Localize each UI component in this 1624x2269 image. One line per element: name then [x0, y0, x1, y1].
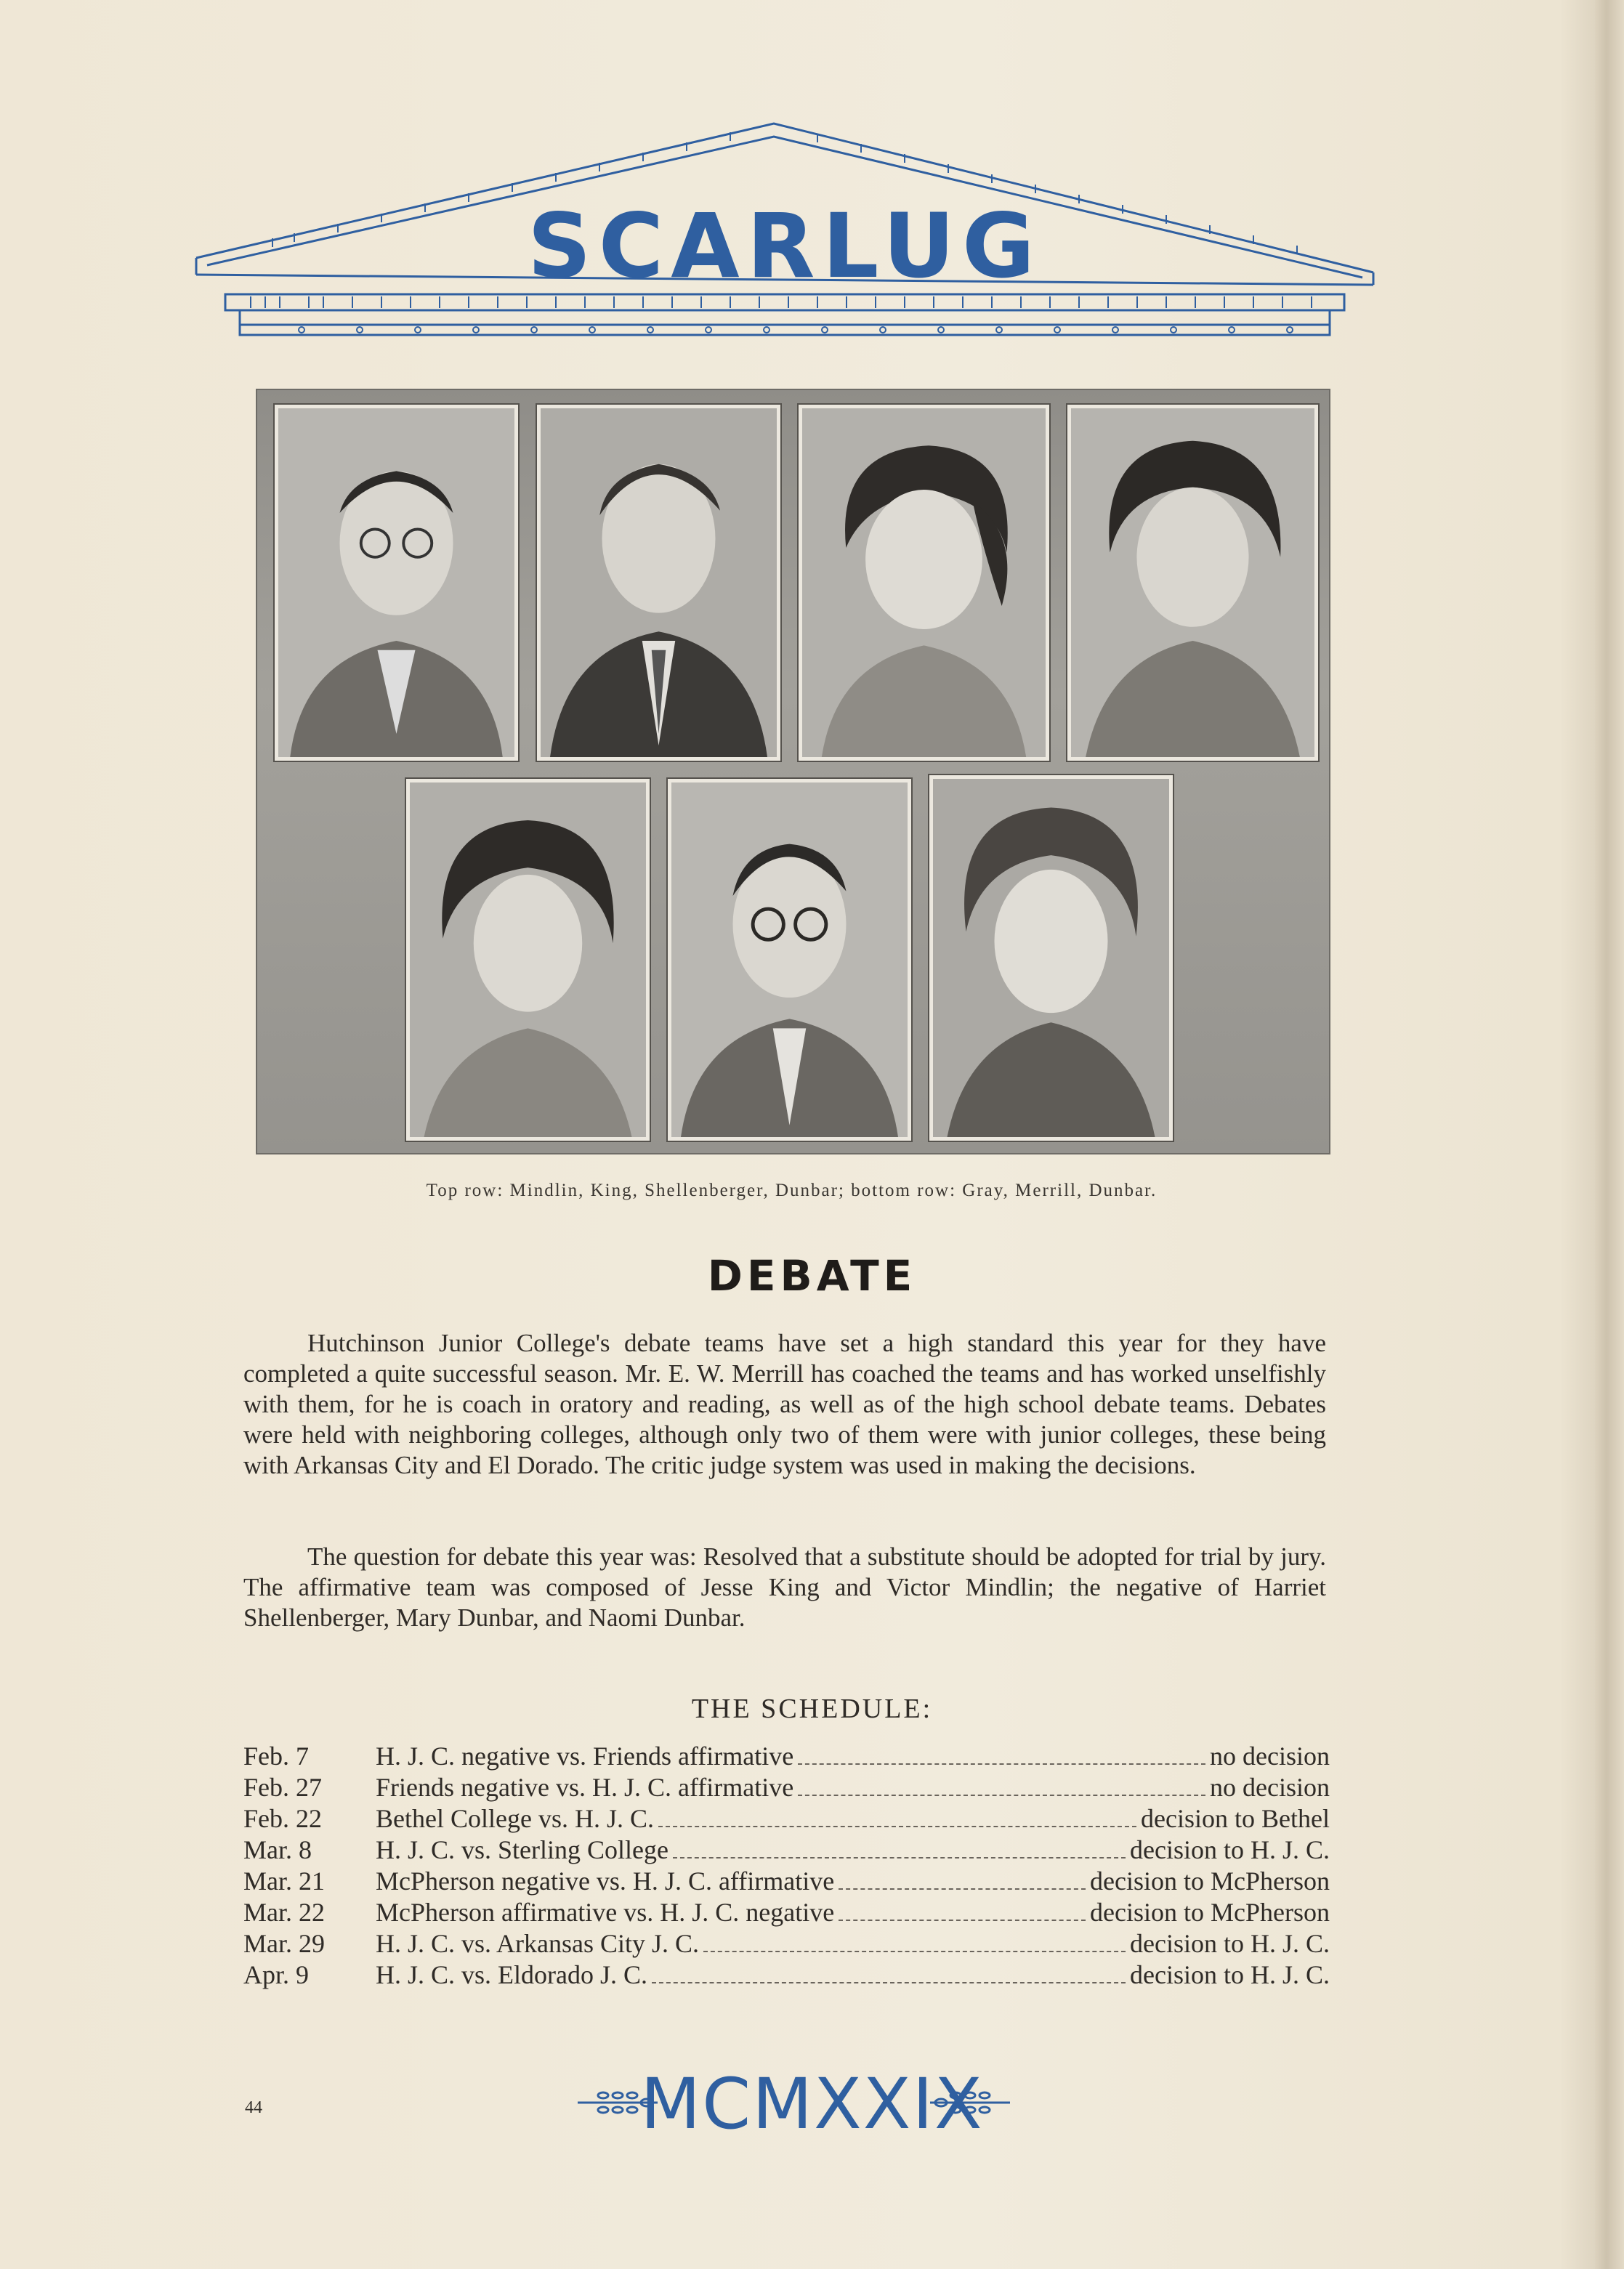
portrait-photo	[537, 405, 780, 761]
yearbook-title: SCARLUG	[527, 195, 1043, 298]
dotted-leader	[658, 1826, 1136, 1827]
schedule-event: McPherson negative vs. H. J. C. affirmative	[376, 1866, 835, 1896]
schedule-row	[243, 1835, 1330, 1866]
schedule-date: Mar. 21	[243, 1866, 325, 1896]
page-edge	[1595, 0, 1624, 2269]
schedule-result: no decision	[1210, 1742, 1330, 1771]
schedule-result: decision to Bethel	[1141, 1804, 1330, 1833]
portrait-photo	[668, 779, 911, 1141]
portrait-photo	[1067, 405, 1318, 761]
schedule-event: H. J. C. vs. Sterling College	[376, 1835, 668, 1864]
dotted-leader	[798, 1795, 1205, 1796]
header-pediment	[193, 116, 1377, 341]
portrait-photo	[406, 779, 650, 1141]
schedule-row	[243, 1959, 1330, 1991]
schedule-date: Mar. 22	[243, 1898, 325, 1927]
schedule-table	[243, 1741, 1330, 1991]
schedule-row	[243, 1928, 1330, 1959]
schedule-event: H. J. C. negative vs. Friends affirmative	[376, 1742, 794, 1771]
laurel-sprig-icon	[926, 2084, 1014, 2120]
dotted-leader	[703, 1951, 1126, 1952]
schedule-result: decision to McPherson	[1090, 1898, 1330, 1927]
portrait-panel	[256, 389, 1330, 1154]
schedule-date: Mar. 8	[243, 1835, 312, 1864]
schedule-event: McPherson affirmative vs. H. J. C. negative	[376, 1898, 835, 1927]
portrait-photo	[929, 775, 1173, 1141]
schedule-date: Apr. 9	[243, 1960, 309, 1989]
body-paragraph: The question for debate this year was: Resolved that a substitute should be adopted for trial by jury. The affirmative team was composed of Jesse King and Victor Mindlin; the negative of Harriet Shellenberger, Mary Dunbar, and Naomi Dunbar.	[243, 1542, 1326, 1632]
schedule-heading: THE SCHEDULE:	[691, 1694, 933, 1724]
portrait-photo	[275, 405, 518, 761]
schedule-date: Mar. 29	[243, 1929, 325, 1958]
section-title: DEBATE	[707, 1251, 917, 1301]
dotted-leader	[839, 1920, 1086, 1921]
dotted-leader	[652, 1982, 1126, 1983]
dotted-leader	[798, 1763, 1205, 1765]
schedule-row	[243, 1866, 1330, 1897]
schedule-event: H. J. C. vs. Eldorado J. C.	[376, 1960, 648, 1989]
schedule-row	[243, 1772, 1330, 1803]
body-paragraph: Hutchinson Junior College's debate teams have set a high standard this year for they have completed a quite successful season. Mr. E. W. Merrill has coached the teams and has worked unselfishly with them, for he is coach in oratory and reading, as well as of the high school debate teams. Debates were held with neighboring colleges, although only two of them were with junior colleges, these being with Arkansas City and El Dorado. The critic judge system was used in making the decisions.	[243, 1329, 1326, 1479]
schedule-result: decision to McPherson	[1090, 1866, 1330, 1896]
photo-caption: Top row: Mindlin, King, Shellenberger, Dunbar; bottom row: Gray, Merrill, Dunbar.	[426, 1181, 1158, 1200]
schedule-result: decision to H. J. C.	[1130, 1929, 1330, 1958]
dotted-leader	[839, 1888, 1086, 1890]
schedule-result: decision to H. J. C.	[1130, 1835, 1330, 1864]
schedule-event: Friends negative vs. H. J. C. affirmative	[376, 1773, 794, 1802]
portrait-photo	[799, 405, 1049, 761]
dotted-leader	[673, 1857, 1126, 1859]
schedule-event: Bethel College vs. H. J. C.	[376, 1804, 654, 1833]
schedule-date: Feb. 22	[243, 1804, 322, 1833]
schedule-result: decision to H. J. C.	[1130, 1960, 1330, 1989]
schedule-event: H. J. C. vs. Arkansas City J. C.	[376, 1929, 700, 1958]
schedule-date: Feb. 7	[243, 1742, 309, 1771]
footer-year: MCMXXIX	[640, 2063, 984, 2145]
schedule-row	[243, 1803, 1330, 1835]
schedule-row	[243, 1897, 1330, 1928]
schedule-result: no decision	[1210, 1773, 1330, 1802]
schedule-row	[243, 1741, 1330, 1772]
page-number: 44	[245, 2098, 262, 2117]
schedule-date: Feb. 27	[243, 1773, 322, 1802]
